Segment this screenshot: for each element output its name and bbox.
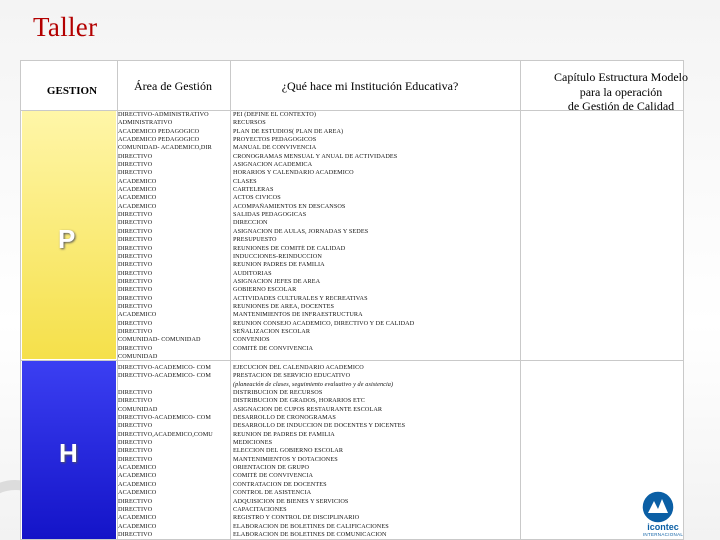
activity-cell: DIRECCION — [233, 219, 268, 227]
area-cell: DIRECTIVO,ACADEMICO,COMU — [118, 430, 213, 438]
area-cell: DIRECTIVO-ACADEMICO- COM — [118, 364, 211, 371]
area-cell: ACADEMICO — [118, 177, 157, 185]
section-p-areas — [118, 111, 230, 361]
area-cell: DIRECTIVO — [118, 169, 153, 177]
activity-cell: PLAN DE ESTUDIOS( PLAN DE AREA) — [233, 127, 344, 135]
area-cell: DIRECTIVO — [118, 319, 153, 327]
section-p-activities — [233, 111, 513, 353]
area-cell: DIRECTIVO-ADMINISTRATIVO — [118, 111, 209, 118]
area-cell: ACADEMICO — [118, 464, 157, 472]
area-cell: DIRECTIVO — [118, 252, 153, 260]
area-cell: DIRECTIVO — [118, 505, 153, 513]
activity-cell: COMITÉ DE CONVIVENCIA — [233, 344, 314, 352]
area-cell: DIRECTIVO — [118, 277, 153, 285]
icontec-logo-icon — [640, 489, 676, 525]
area-cell: DIRECTIVO — [118, 244, 153, 252]
activity-cell: PRESTACION DE SERVICIO EDUCATIVO — [233, 372, 351, 380]
activity-cell: ORIENTACION DE GRUPO — [233, 464, 310, 472]
activity-cell: MEDICIONES — [233, 439, 273, 447]
activity-cell: GOBIERNO ESCOLAR — [233, 286, 297, 294]
activity-cell: PEI (DEFINE EL CONTEXTO) — [233, 111, 316, 118]
area-cell: DIRECTIVO — [118, 152, 153, 160]
activity-cell: DESARROLLO DE CRONOGRAMAS — [233, 414, 336, 422]
column-divider — [230, 60, 231, 540]
area-cell: DIRECTIVO-ACADEMICO- COM — [118, 372, 211, 380]
activity-cell: MANTENIMIENTOS Y DOTACIONES — [233, 455, 338, 463]
activity-cell: REGISTRO Y CONTROL DE DISCIPLINARIO — [233, 514, 360, 522]
column-divider — [520, 60, 521, 540]
area-cell: DIRECTIVO — [118, 211, 153, 219]
activity-cell: CARTELERAS — [233, 186, 274, 194]
section-h-areas — [118, 364, 230, 539]
activity-cell: ADQUISICION DE BIENES Y SERVICIOS — [233, 497, 349, 505]
header-capitulo-line: para la operación — [579, 84, 663, 99]
area-cell: DIRECTIVO — [118, 269, 153, 277]
area-cell — [118, 381, 230, 389]
activity-cell: REUNION PADRES DE FAMILIA — [233, 261, 325, 269]
area-cell: DIRECTIVO — [118, 286, 153, 294]
activity-cell: COMITÉ DE CONVIVENCIA — [233, 472, 314, 480]
activity-cell: ELABORACION DE BOLETINES DE COMUNICACION — [233, 530, 387, 538]
area-cell: DIRECTIVO — [118, 227, 153, 235]
area-cell: ADMINISTRATIVO — [118, 119, 173, 127]
activity-cell: RECURSOS — [233, 119, 266, 127]
header-area-de-gestion: Área de Gestión — [134, 79, 212, 93]
header-capitulo — [521, 70, 720, 114]
area-cell: ACADEMICO — [118, 480, 157, 488]
activity-cell: MANTENIMIENTOS DE INFRAESTRUCTURA — [233, 311, 363, 319]
activity-cell: REUNION DE PADRES DE FAMILIA — [233, 430, 335, 438]
area-cell: DIRECTIVO-ACADEMICO- COM — [118, 414, 211, 422]
activity-cell: CRONOGRAMAS MENSUAL Y ANUAL DE ACTIVIDADES — [233, 152, 398, 160]
phase-h-letter: H — [59, 438, 78, 468]
area-cell: COMUNIDAD — [118, 352, 158, 360]
area-cell: DIRECTIVO — [118, 397, 153, 405]
logo-subtitle: INTERNACIONAL — [642, 532, 684, 537]
area-cell: DIRECTIVO — [118, 455, 153, 463]
header-gestion: GESTION — [46, 85, 98, 97]
activity-note: (planeación de clases, seguimiento evaluativo y de asistencia) — [233, 380, 394, 388]
activity-cell: REUNIONES DE COMITÉ DE CALIDAD — [233, 244, 346, 252]
activity-cell: CONTROL DE ASISTENCIA — [233, 489, 312, 497]
activity-cell: HORARIOS Y CALENDARIO ACADEMICO — [233, 169, 354, 177]
phase-p-letter: P — [58, 224, 76, 254]
area-cell: DIRECTIVO — [118, 261, 153, 269]
area-cell: ACADEMICO PEDAGOGICO — [118, 127, 200, 135]
activity-cell: AUDITORIAS — [233, 269, 272, 277]
area-cell: ACADEMICO — [118, 202, 157, 210]
area-cell: DIRECTIVO — [118, 236, 153, 244]
activity-cell: EJECUCION DEL CALENDARIO ACADEMICO — [233, 364, 364, 371]
activity-cell: REUNIONES DE AREA, DOCENTES — [233, 302, 335, 310]
area-cell: ACADEMICO — [118, 186, 157, 194]
icontec-logo — [626, 489, 700, 537]
activity-cell: ASIGNACION DE AULAS, JORNADAS Y SEDES — [233, 227, 369, 235]
area-cell: ACADEMICO — [118, 194, 157, 202]
activity-cell: SEÑALIZACION ESCOLAR — [233, 327, 311, 335]
activity-cell: CLASES — [233, 177, 257, 185]
header-capitulo-line: Capítulo Estructura Modelo — [554, 70, 688, 84]
activity-cell: INDUCCIONES-REINDUCCION — [233, 252, 322, 260]
activity-cell: MANUAL DE CONVIVENCIA — [233, 144, 317, 152]
activity-cell: ELECCION DEL GOBIERNO ESCOLAR — [233, 447, 344, 455]
area-cell: DIRECTIVO — [118, 161, 153, 169]
activity-cell: ACTOS CIVICOS — [233, 194, 281, 202]
activity-cell: ASIGNACION ACADEMICA — [233, 161, 313, 169]
area-cell: ACADEMICO PEDAGOGICO — [118, 136, 200, 144]
area-cell: DIRECTIVO — [118, 294, 153, 302]
activity-cell: SALIDAS PEDAGOGICAS — [233, 211, 307, 219]
area-cell: DIRECTIVO — [118, 439, 153, 447]
activity-cell: CONVENIOS — [233, 336, 270, 344]
activity-cell: ELABORACION DE BOLETINES DE CALIFICACIONES — [233, 522, 389, 530]
activity-cell: ACTIVIDADES CULTURALES Y RECREATIVAS — [233, 294, 368, 302]
activity-cell: ACOMPAÑAMIENTOS EN DESCANSOS — [233, 202, 346, 210]
area-cell: DIRECTIVO — [118, 344, 153, 352]
activity-cell: DISTRIBUCION DE GRADOS, HORARIOS ETC — [233, 397, 365, 405]
header-capitulo-line: de Gestión de Calidad — [567, 99, 675, 113]
activity-cell: CAPACITACIONES — [233, 505, 287, 513]
area-cell: DIRECTIVO — [118, 497, 153, 505]
activity-cell: CONTRATACION DE DOCENTES — [233, 480, 327, 488]
area-cell: ACADEMICO — [118, 514, 157, 522]
area-cell: DIRECTIVO — [118, 530, 153, 538]
area-cell: ACADEMICO — [118, 522, 157, 530]
slide-title: Taller — [33, 12, 98, 42]
header-que-hace: ¿Qué hace mi Institución Educativa? — [281, 79, 459, 93]
activity-cell: REUNION CONSEJO ACADEMICO, DIRECTIVO Y DE CALIDAD — [233, 319, 415, 327]
logo-name: icontec — [647, 522, 679, 532]
area-cell: COMUNIDAD- COMUNIDAD — [118, 336, 201, 344]
section-h-activities — [233, 364, 518, 539]
area-cell: DIRECTIVO — [118, 219, 153, 227]
activity-cell: ASIGNACION DE CUPOS RESTAURANTE ESCOLAR — [233, 405, 383, 413]
area-cell: DIRECTIVO — [118, 327, 153, 335]
area-cell: DIRECTIVO — [118, 302, 153, 310]
activity-cell: PRESUPUESTO — [233, 236, 277, 244]
area-cell: COMUNIDAD- ACADEMICO,DIR — [118, 144, 212, 152]
activity-cell: ASIGNACION JEFES DE AREA — [233, 277, 321, 285]
area-cell: DIRECTIVO — [118, 389, 153, 397]
activity-cell — [233, 381, 518, 389]
area-cell: ACADEMICO — [118, 472, 157, 480]
area-cell: ACADEMICO — [118, 489, 157, 497]
activity-cell: PROYECTOS PEDAGOGICOS — [233, 136, 317, 144]
area-cell: COMUNIDAD — [118, 405, 158, 413]
activity-cell: DESARROLLO DE INDUCCION DE DOCENTES Y DICENTES — [233, 422, 406, 430]
area-cell: ACADEMICO — [118, 311, 157, 319]
area-cell: DIRECTIVO — [118, 422, 153, 430]
activity-cell: DISTRIBUCION DE RECURSOS — [233, 389, 323, 397]
area-cell: DIRECTIVO — [118, 447, 153, 455]
